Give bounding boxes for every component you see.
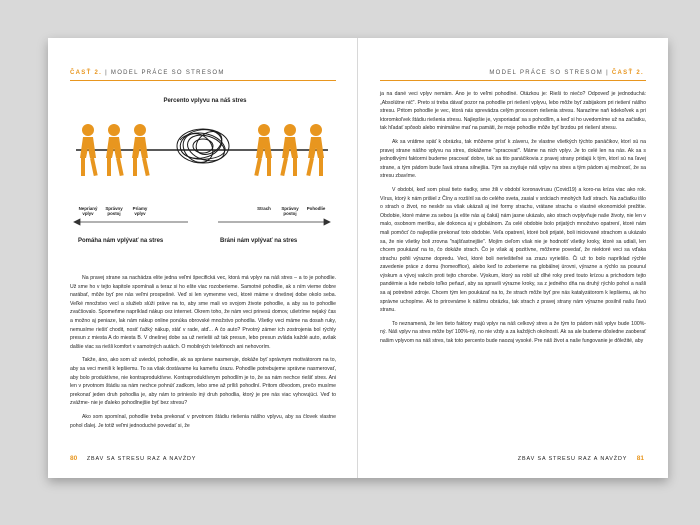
head-rule <box>380 80 646 81</box>
direction-arrows <box>74 219 330 225</box>
paragraph: Takže, áno, ako som už uviedol, pohodlie, ak sa správne nasmeruje, dokáže byť správnym motivátorom na to, aby sa veci menili k lepšiemu. To sa však dostávame ku kameňu úrazu. Pohodlie potrebujeme správne nasmerovať, aby bolo produktívne, nie kontraproduktívne. Kontraproduktívnym pohodlím je to, že sa nám nechce riešiť stres. Ani len v prvotnom štádiu sa nám nechce pohnúť zadkom, lebo sme až príliš pohodlní. Pritom dôvodom, prečo musíme prekonať jeden druh pohodlia je, aby nám to prinieslo iný druh pohodlia, ktorý je pre nás viac vyhovujúci. Veď to zvážme- nie je ďaleko pohodlnejšie byť bez stresu? <box>70 357 336 407</box>
chapter-title: MODEL PRÁCE SO STRESOM <box>110 70 225 76</box>
book-title: ZBAV SA STRESU RAZ A NAVŽDY <box>86 456 197 462</box>
head-rule <box>70 80 336 81</box>
stress-scribble <box>177 126 229 168</box>
paragraph: Ako som spomínal, pohodlie treba prekonať v prvotnom štádiu riešenia nášho vplyvu, aby sa človek vlastne pohol ďalej. Je totiž veľmi jednoduché povedať si, že <box>70 413 336 429</box>
book-spread <box>48 38 668 478</box>
right-page <box>358 38 668 478</box>
page-number: 81 <box>636 455 644 462</box>
left-team <box>80 124 150 176</box>
running-head <box>489 70 644 76</box>
part-label: ČASŤ 2. <box>70 70 103 76</box>
left-arrow-label: Pomáha nám vplývať na stres <box>78 238 164 244</box>
chapter-title: MODEL PRÁCE SO STRESOM <box>489 70 604 76</box>
paragraph: To neznamená, že len tieto faktory majú vplyv na náš celkový stres a že tým to pádom náš vplyv bude 100%-ný. Náš vplyv na stres môže byť 100%-ný, no nie vždy a za každých okolností. Ak sa ale budeme dôsledne zaoberať našim vplyvom na náš stres, tak toto percento bude naozaj vysoké. Pre náš život a naše fungovanie je dôležité, aby <box>380 320 646 345</box>
left-page <box>48 38 358 478</box>
paragraph: Ak sa vrátime späť k obrázku, tak môžeme prísť k záveru, že vlastne všetkých týchto panáčikov, ktorí sú na pravej strane nášho vplyvu na stres, dokážeme "spracovať". Máme na nich vplyv. Je to celé len na nás. Ak sa s jednotlivými faktormi budeme pracovať dobre, tak sa tito panáčikovia z pravej strany pridajú k tým, ktorí sú na ľavej strane, a tým pádom bude ľavá strana silnejšia. Tým sa zvyšuje náš vplyv na stres a tým pádom aj možnosť, že sa stresu zbavíme. <box>380 138 646 180</box>
book-title: ZBAV SA STRESU RAZ A NAVŽDY <box>517 456 628 462</box>
right-team <box>254 124 324 176</box>
page-footer <box>518 455 644 462</box>
label-left-2: Správny postoj <box>105 206 123 217</box>
tug-of-war-illustration <box>70 88 336 248</box>
label-right-3: Pohodlie <box>306 206 326 211</box>
figure-title: Percento vplyvu na náš stres <box>163 98 247 104</box>
page-footer <box>70 455 196 462</box>
paragraph: V období, keď som písal tieto riadky, sme žili v období koronavírusu (Covid19) a koro-na kríza viac ako rok. Vírus, ktorý k nám prišiel z Číny a rozšíril sa do celého sveta, zasial v srdciach mnohých ľudí strach. Na začiatku išlo o strach o život, no neskôr sa však ukázali aj iné formy strachu, vrátane strachu o vlastné ekonomické prežitie. Obdobie, ktoré máme za sebou (a ešte nás aj čaká) nám jasne ukázalo, ako strach ovplyvňuje naše životy, nie len v malo, osobnom merítku, ale dokonca aj v globálnom. Za celé obdobie bolo prijatých množstvo opatrení, ktoré nám mali pomôcť čo najlepšie prekonať toto obdobie. Veľa opatrení, ktoré boli prijaté, boli iniciované strachom a ukázalo sa, že nie všetky boli zrovna "najšťastnejšie". Mojím cieľom však nie je hodnotiť všetky kroky, ktoré sa udiali, len chcem poukázať na to, čo dokáže strach. Čo je však aj pozitívne, môžeme povedať, že niektoré veci sa vďaka strachu pohli výrazne dopredu. Veci, ktoré boli neriešiteľné sa zrazu vyriešilo. Či už to bolo napríklad rýchle zavedenie práce z domu (homeoffice), alebo keď to zoberieme na globálnej úrovni, výrazne a rýchlo sa posunul výskum a vývoj vakcín proti tejto chorobe. Výskum, ktorý sa robil už dlhé roky pred touto krízou a prichodom tejto pandémie a kde nebolo toľko peňazí, aby sa spravili výrazne kroky, sa z jedného dňa na druhý rýchlo pohol a našli sa aj potrebné zdroje. Chcem tým len poukázať na to, že strach môže byť pre nás katalyzátorom k lepšiemu, ak ho správne uchopíme. Ak to prirovnáme k nášmu obrázku, tak strach z pravej strany nám výrazne posilnil našu ľavú stranu. <box>380 186 646 314</box>
label-right-2: Správny postoj <box>281 206 299 217</box>
running-head <box>70 70 225 76</box>
head-separator: | <box>105 70 108 76</box>
paragraph: ja na dané veci vplyv nemám. Áno je to veľmi pohodlné. Otázkou je: Rieši to niečo? Odpoveď je jednoduchá: „Absolútne nič". Preto si treba dávať pozor na pohodlie pri riešení vplyvu, lebo môže byť zabijakom pri riešení nášho stresu. Pritom pohodlie je vec, ktorá nás sprevádza celým procesom riešenia stresu. Narazíme naň kdekoľvek a pri ktoromkoľvek štádiu riešenia stresu. Najlepšie je, vysporiadať sa s pohodlím, a keď si ho uvedomíme už na začiatku, tak hľadať spôsob alebo minimálne mať na pamäti, že moje pohodlie môže byť brzdou pri riešení stresu. <box>380 91 646 132</box>
label-left-3: Priamy vplyv <box>132 206 148 217</box>
tug-of-war-figure <box>70 88 336 248</box>
label-left-1: Neprianý vplyv <box>78 206 98 217</box>
body-text <box>380 90 646 346</box>
head-separator: | <box>606 70 609 76</box>
body-text <box>70 274 336 430</box>
page-number: 80 <box>70 455 78 462</box>
label-right-1: Strach <box>257 206 271 211</box>
paragraph: Na pravej strane sa nachádza elite jedna veľmi špecifická vec, ktorá má vplyv na náš stres – a to je pohodlie. Už sme ho v tejto kapitole spomínali a teraz si ho ešte viac rozoberieme. Samotné pohodlie, ak s ním vieme dobre narábať, môže byť pre nás veľmi prospešné. Veď si len vymenme veci, ktoré máme v dnešnej dobe okolo seba. Veľké množstvo vecí a služieb slúži práve na to, aby sme mali vo svojom živote pohodlie, a aby sa to pohodlie zvačšovalo. Spomeňme napríklad nákup cez internet. Okrem toho, že nám veci prinesú domov, ušetríme nejaký čas a možno aj peniaze, lak nám nákup online ponúka obrovské množstvo pohodlia. Všetky veci máme na dosah ruky, nemusíme riešiť chodit, nosiť ťažký nákup, stáť v rade, atď... A čo auto? Prvotný zámer ich zostrojenia bol rýchly presun z miesta A do miesta B. V dnešnej dobe sa už neriešii až tak presun, lebo presun zvláda každé auto, avšak dalšie viac sa riešli komfort v samotných autách. O mobilných telefónoch ani nehovorím. <box>70 275 336 350</box>
right-arrow-label: Bráni nám vplývať na stres <box>220 238 298 244</box>
part-label: ČASŤ 2. <box>611 70 644 76</box>
